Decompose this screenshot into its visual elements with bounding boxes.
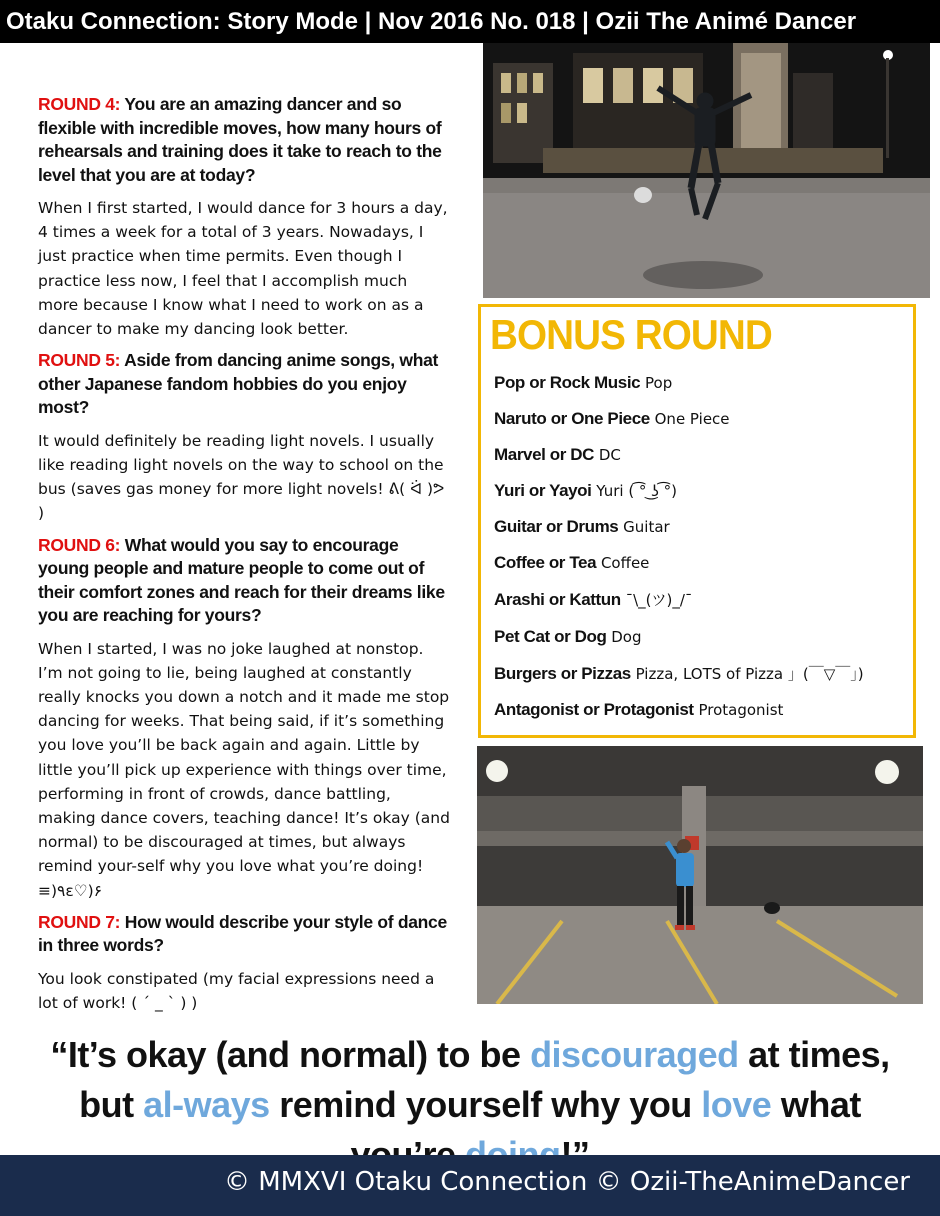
round-question — [38, 534, 452, 628]
round-label: ROUND 6: — [38, 534, 121, 555]
dancer-jump-illustration — [483, 43, 930, 298]
round-question — [38, 911, 452, 958]
round-4 — [38, 93, 452, 341]
bonus-question: Burgers or Pizzas — [494, 664, 631, 683]
bonus-answer: DC — [598, 446, 621, 464]
bonus-item — [494, 627, 642, 647]
bonus-question: Pop or Rock Music — [494, 373, 641, 392]
bonus-answer: Pop — [645, 374, 673, 392]
bonus-item — [494, 373, 672, 393]
quote-highlight: discouraged — [530, 1034, 739, 1075]
bonus-answer: Pizza, LOTS of Pizza 」(￣▽￣」) — [635, 665, 864, 683]
bonus-answer: ¯\_(ツ)_/¯ — [625, 591, 693, 609]
bonus-answer: One Piece — [654, 410, 730, 428]
bonus-answer: Yuri ( ͡° ͜ʖ ͡°) — [596, 482, 677, 500]
round-question — [38, 349, 452, 420]
bonus-item — [494, 589, 692, 610]
bonus-item — [494, 481, 677, 501]
page-footer — [0, 1155, 940, 1216]
bonus-item — [494, 553, 649, 573]
question-text: How would describe your style of dance in three words? — [38, 911, 447, 956]
bonus-item — [494, 409, 730, 429]
bonus-question: Naruto or One Piece — [494, 409, 650, 428]
interview-column — [38, 93, 452, 1023]
quote-highlight: al-ways — [143, 1084, 270, 1125]
round-question — [38, 93, 452, 187]
round-answer: You look constipated (my facial expressions need a lot of work! ( ´ _ ` ) ) — [38, 969, 435, 1012]
question-text: You are an amazing dancer and so flexible with incredible moves, how many hours of rehearsals and training does it take to reach to the level that you are at today? — [38, 94, 442, 185]
bonus-answer: Protagonist — [698, 701, 784, 719]
dancer-jump-photo — [483, 43, 930, 298]
round-label: ROUND 4: — [38, 94, 121, 114]
bonus-item — [494, 445, 621, 465]
round-6 — [38, 534, 452, 903]
round-answer: It would definitely be reading light novels. I usually like reading light novels on the way to school on the bus (saves gas money for more light novels! ᕕ( ᐛ )ᕗ ) — [38, 431, 445, 523]
bonus-question: Coffee or Tea — [494, 553, 597, 572]
round-7 — [38, 911, 452, 1015]
bonus-answer: Coffee — [600, 554, 650, 572]
bonus-item — [494, 663, 864, 684]
round-answer: When I first started, I would dance for 3 hours a day, 4 times a week for a total of 3 years. Nowadays, I just practice when time permits. Even though I practice less now, I feel that I accomplish much more because I know what I need to work on as a dancer to make my dancing look better. — [38, 199, 448, 339]
quote-part: remind yourself why you — [269, 1084, 702, 1125]
quote-part: “It’s okay (and normal) to be — [50, 1034, 531, 1075]
bonus-question: Marvel or DC — [494, 445, 595, 464]
round-label: ROUND 7: — [38, 911, 121, 932]
round-answer: When I started, I was no joke laughed at nonstop. I’m not going to lie, being laughed at constantly really knocks you down a notch and it made me stop dancing for weeks. That being said, if it’s something you love you’ll be back again and again. Little by little you’ll pick up experience with things over time, performing in front of crowds, dance battling, making dance covers, teaching dance! It’s okay (and normal) to be discouraged at times, but always remind your-self why you love what you’re doing! ≡)٩ε♡)۶ — [38, 639, 450, 900]
bonus-question: Pet Cat or Dog — [494, 627, 607, 646]
bonus-question: Yuri or Yayoi — [494, 481, 592, 500]
round-label: ROUND 5: — [38, 350, 121, 371]
bonus-answer: Guitar — [623, 518, 670, 536]
quote-highlight: love — [701, 1084, 772, 1125]
parking-garage-photo — [477, 746, 923, 1004]
copyright-text: © MMXVI Otaku Connection © Ozii-TheAnimeDancer — [223, 1167, 910, 1197]
bonus-question: Arashi or Kattun — [494, 590, 621, 609]
bonus-question: Antagonist or Protagonist — [494, 700, 694, 719]
bonus-answer: Dog — [611, 628, 642, 646]
bonus-item — [494, 700, 783, 720]
bonus-item — [494, 517, 670, 537]
bonus-question: Guitar or Drums — [494, 517, 619, 536]
bonus-round-title: BONUS ROUND — [490, 311, 772, 358]
page-header — [0, 0, 940, 43]
question-text: Aside from dancing anime songs, what other Japanese fandom hobbies do you enjoy most? — [38, 350, 439, 418]
quote-part: what — [780, 1084, 861, 1125]
bonus-round-box — [478, 304, 916, 738]
header-title: Otaku Connection: Story Mode | Nov 2016 No. 018 | Ozii The Animé Dancer — [6, 8, 857, 35]
question-text: What would you say to encourage young people and mature people to come out of their comfort zones and reach for their dreams like you are reaching for yours? — [38, 534, 445, 626]
parking-garage-illustration — [477, 746, 923, 1004]
quote-part: at times, but — [79, 1034, 890, 1125]
round-5 — [38, 349, 452, 525]
